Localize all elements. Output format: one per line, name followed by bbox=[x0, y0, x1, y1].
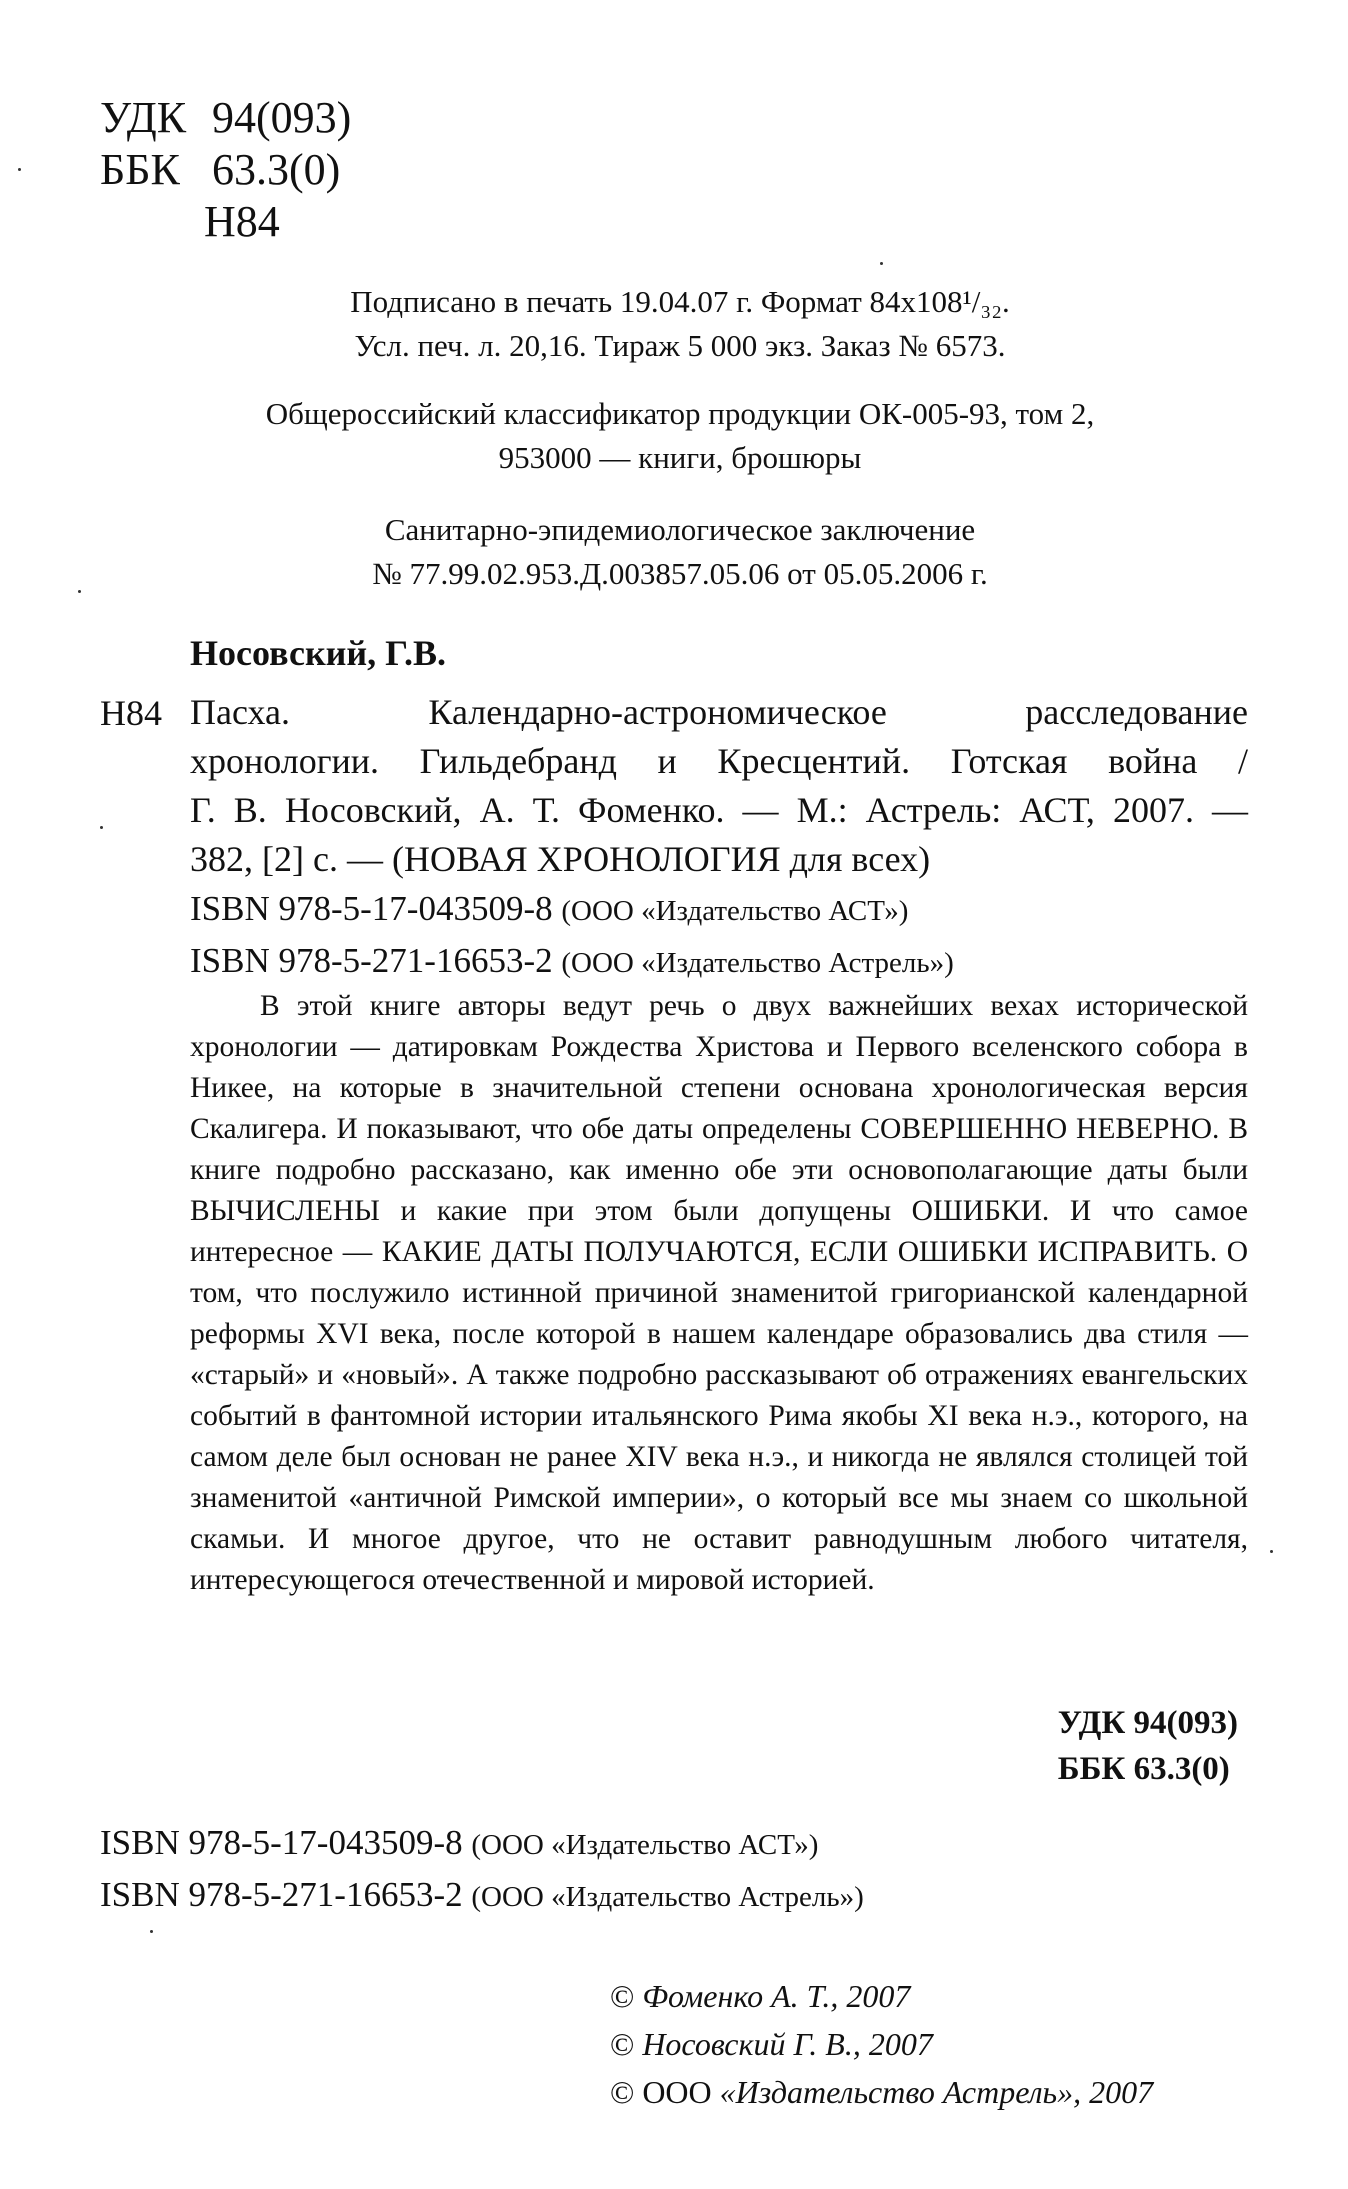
classification-footer bbox=[1058, 1700, 1238, 1792]
udk-value: 94(093) bbox=[212, 93, 352, 142]
isbn-row bbox=[100, 1870, 864, 1922]
copyright-row bbox=[610, 1972, 1153, 2020]
okp-line-1: Общероссийский классификатор продукции ОК-005-93, том 2, bbox=[265, 396, 1095, 431]
bbk-label: ББК bbox=[100, 145, 180, 194]
sanitary-line-1: Санитарно-эпидемиологическое заключение bbox=[384, 512, 976, 547]
scan-speck bbox=[150, 1930, 153, 1933]
print-info-line-1: Подписано в печать 19.04.07 г. Формат 84x108¹/₃₂. bbox=[350, 284, 1010, 319]
copyright-holder: Фоменко А. Т., 2007 bbox=[642, 1978, 911, 2014]
isbn-row bbox=[190, 936, 954, 988]
bbk-row bbox=[100, 144, 351, 196]
isbn-publisher: (ООО «Издательство Астрель») bbox=[471, 1881, 864, 1913]
print-info bbox=[140, 280, 1220, 368]
book-abstract: В этой книге авторы ведут речь о двух важнейших вехах исторической хронологии — датировкам Рождества Христова и Первого вселенского собора в Никее, на которые в значительной степени основана хронологическая версия Скалигера. И показывают, что обе даты определены СОВЕРШЕННО НЕВЕРНО. В книге подробно рассказано, как именно обе эти основополагающие даты были ВЫЧИСЛЕНЫ и какие при этом были допущены ОШИБКИ. И что самое интересное — КАКИЕ ДАТЫ ПОЛУЧАЮТСЯ, ЕСЛИ ОШИБКИ ИСПРАВИТЬ. О том, что послужило истинной причиной знаменитой григорианской календарной реформы XVI века, после которой в нашем календаре образовались два стиля — «старый» и «новый». А также подробно рассказывают об отражениях евангельских событий в фантомной истории итальянского Рима якобы XI века н.э., которого, на самом деле был основан не ранее XIV века н.э., и никогда не являлся столицей той знаменитой «античной Римской империи», о который все мы знаем со школьной скамьи. И многое другое, что не оставит равнодушным любого читателя, интересующегося отечественной и мировой историей. bbox=[190, 990, 1248, 1596]
okp-classifier bbox=[140, 392, 1220, 480]
udk-row bbox=[100, 92, 351, 144]
entry-author: Носовский, Г.В. bbox=[190, 633, 447, 673]
copyright-holder: «Издательство Астрель», 2007 bbox=[719, 2074, 1154, 2110]
entry-line: 382, [2] с. — (НОВАЯ ХРОНОЛОГИЯ для всех) bbox=[190, 839, 931, 879]
isbn-publisher: (ООО «Издательство АСТ») bbox=[471, 1829, 819, 1861]
sanitary-conclusion bbox=[140, 508, 1220, 596]
isbn-number: ISBN 978-5-271-16653-2 bbox=[190, 941, 553, 980]
print-info-line-2: Усл. печ. л. 20,16. Тираж 5 000 экз. Заказ № 6573. bbox=[354, 328, 1006, 363]
entry-line: хронологии. Гильдебранд и Кресцентий. Готская война / bbox=[190, 741, 1248, 781]
copyright-icon: © bbox=[610, 2074, 635, 2110]
isbn-publisher: (ООО «Издательство Астрель») bbox=[561, 947, 954, 979]
copyright-icon: © bbox=[610, 1978, 635, 2014]
entry-isbn-list bbox=[190, 884, 954, 988]
isbn-row bbox=[190, 884, 954, 936]
isbn-row bbox=[100, 1818, 864, 1870]
copyright-holder: Носовский Г. В., 2007 bbox=[642, 2026, 933, 2062]
entry-line: Г. В. Носовский, А. Т. Фоменко. — М.: Астрель: АСТ, 2007. — bbox=[190, 790, 1248, 830]
isbn-number: ISBN 978-5-17-043509-8 bbox=[100, 1823, 463, 1862]
footer-isbn-list bbox=[100, 1818, 864, 1922]
copyright-icon: © bbox=[610, 2026, 635, 2062]
sanitary-line-2: № 77.99.02.953.Д.003857.05.06 от 05.05.2006 г. bbox=[372, 556, 988, 591]
copyright-row bbox=[610, 2020, 1153, 2068]
copyright-block bbox=[610, 1972, 1153, 2116]
classification-block bbox=[100, 92, 351, 248]
okp-line-2: 953000 — книги, брошюры bbox=[498, 440, 862, 475]
author-mark: Н84 bbox=[204, 197, 280, 246]
udk-label: УДК bbox=[100, 93, 187, 142]
scan-speck bbox=[18, 168, 21, 171]
isbn-number: ISBN 978-5-17-043509-8 bbox=[190, 889, 553, 928]
bbk-value: 63.3(0) bbox=[212, 145, 341, 194]
scan-speck bbox=[78, 590, 81, 593]
copyright-holder-prefix: ООО bbox=[642, 2074, 720, 2110]
isbn-number: ISBN 978-5-271-16653-2 bbox=[100, 1875, 463, 1914]
entry-description bbox=[190, 688, 1248, 884]
copyright-row bbox=[610, 2068, 1153, 2116]
entry-mark: Н84 bbox=[100, 693, 162, 733]
udk-footer: УДК 94(093) bbox=[1057, 1705, 1238, 1741]
entry-line: Пасха. Календарно-астрономическое расследование bbox=[190, 692, 1248, 732]
scan-speck bbox=[1270, 1550, 1273, 1553]
bbk-footer: ББК 63.3(0) bbox=[1057, 1751, 1230, 1787]
scan-speck bbox=[100, 826, 103, 829]
isbn-publisher: (ООО «Издательство АСТ») bbox=[561, 895, 909, 927]
scan-speck bbox=[880, 262, 883, 265]
